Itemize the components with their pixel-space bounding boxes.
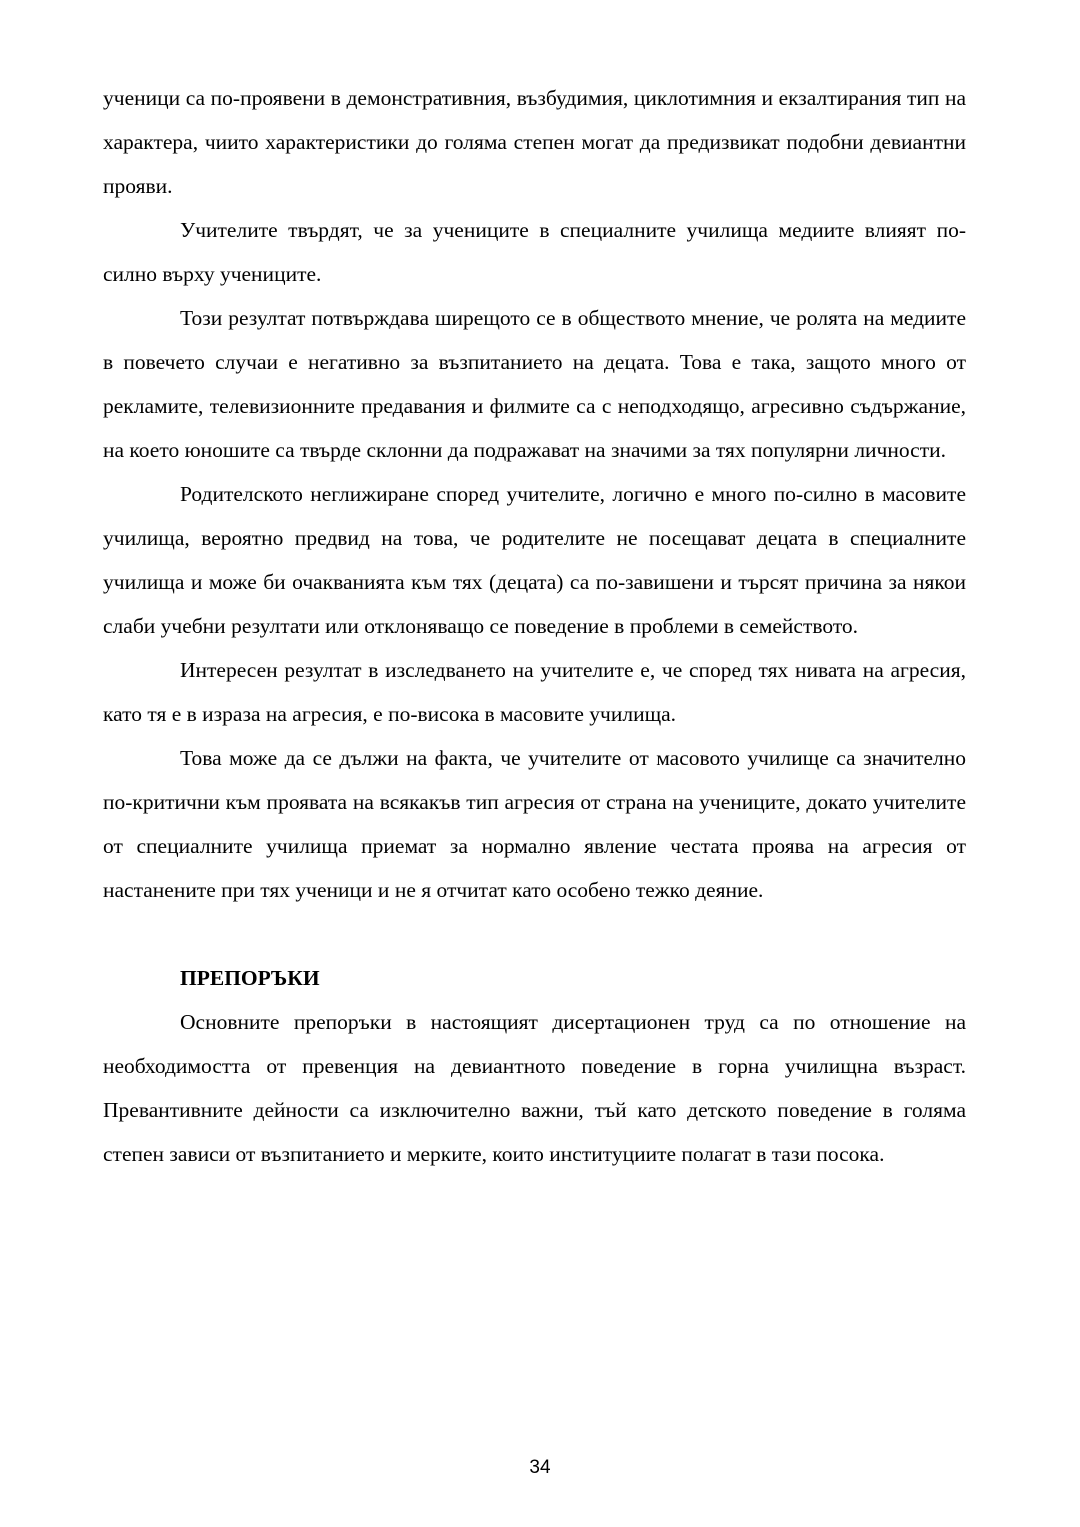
body-paragraph: Учителите твърдят, че за учениците в специалните училища медиите влияят по-силно върху учениците. — [103, 218, 966, 286]
section-paragraph: Основните препоръки в настоящият дисертационен труд са по отношение на необходимостта от превенция на девиантното поведение в горна училищна възраст. Превантивните дейности са изключително важни, тъй като детското поведение в голяма степен зависи от възпитанието и мерките, които институциите полагат в тази посока. — [103, 1010, 966, 1166]
body-paragraph-continued: ученици са по-проявени в демонстративния, възбудимия, циклотимния и екзалтирания тип на характера, чиито характеристики до голяма степен могат да предизвикат подобни девиантни прояви. — [103, 86, 966, 198]
body-paragraph: Това може да се дължи на факта, че учителите от масовото училище са значително по-критични към проявата на всякакъв тип агресия от страна на учениците, докато учителите от специалните училища приемат за нормално явление честата проява на агресия от настанените при тях ученици и не я отчитат като особено тежко деяние. — [103, 746, 966, 902]
body-paragraph: Този резултат потвърждава ширещото се в обществото мнение, че ролята на медиите в повечето случаи е негативно за възпитанието на децата. Това е така, защото много от рекламите, телевизионните предавания и филмите са с неподходящо, агресивно съдържание, на което юношите са твърде склонни да подражават на значими за тях популярни личности. — [103, 306, 966, 462]
document-page — [103, 76, 966, 1176]
body-paragraph: Родителското неглижиране според учителите, логично е много по-силно в масовите училища, вероятно предвид на това, че родителите не посещават децата в специалните училища и може би очакванията към тях (децата) са по-завишени и търсят причина за някои слаби учебни резултати или отклоняващо се поведение в проблеми в семейството. — [103, 482, 966, 638]
page-number: 34 — [529, 1457, 551, 1478]
body-paragraph: Интересен резултат в изследването на учителите е, че според тях нивата на агресия, като тя е в израза на агресия, е по-висока в масовите училища. — [103, 658, 966, 726]
section-heading: ПРЕПОРЪКИ — [180, 966, 320, 990]
